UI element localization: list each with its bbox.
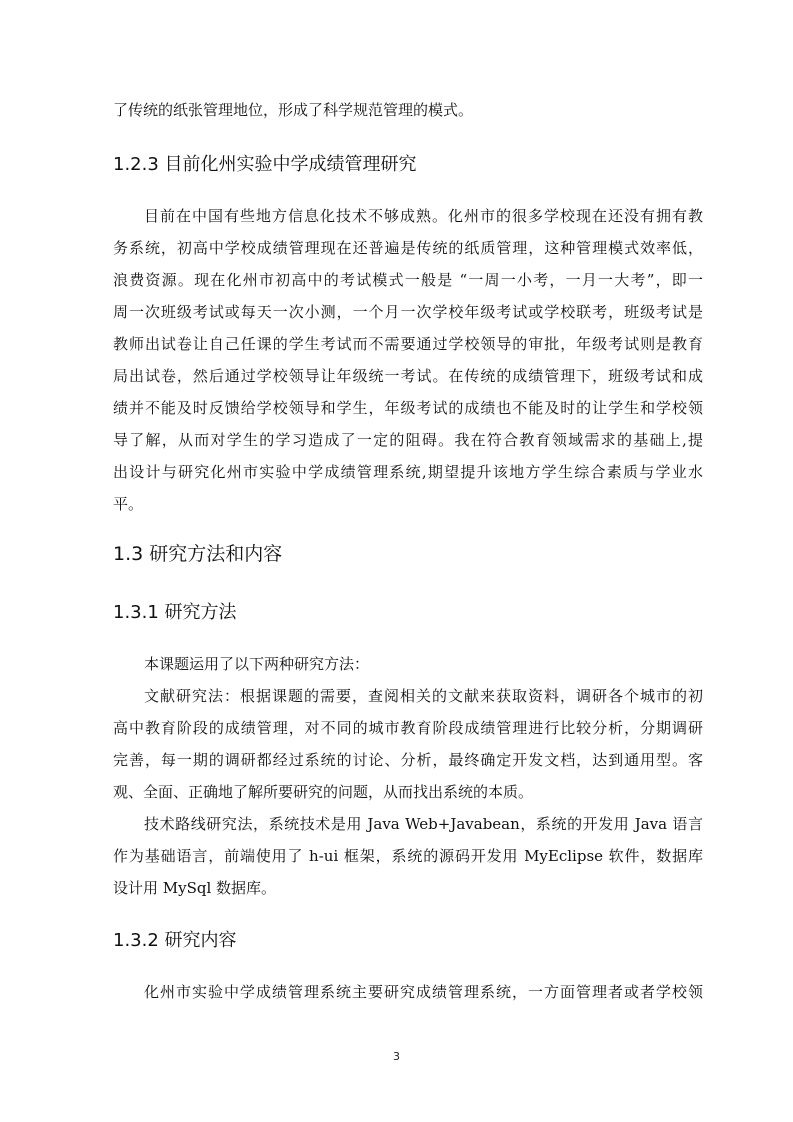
paragraph-line: 完善，每一期的调研都经过系统的讨论、分析，最终确定开发文档，达到通用型。客 [113,751,703,769]
paragraph-line: 高中教育阶段的成绩管理，对不同的城市教育阶段成绩管理进行比较分析，分期调研 [113,719,703,737]
paragraph-line: 出设计与研究化州市实验中学成绩管理系统,期望提升该地方学生综合素质与学业水 [113,463,703,481]
section-heading-1-3: 1.3 研究方法和内容 [113,543,283,565]
paragraph-line: 设计用 MySql 数据库。 [113,879,277,897]
paragraph-line: 绩并不能及时反馈给学校领导和学生，年级考试的成绩也不能及时的让学生和学校领 [113,399,703,417]
paragraph-line: 平。 [113,495,144,513]
paragraph-line: 文献研究法：根据课题的需要，查阅相关的文献来获取资料，调研各个城市的初 [144,687,703,705]
paragraph-line: 导了解，从而对学生的学习造成了一定的阻碍。我在符合教育领域需求的基础上,提 [113,431,703,449]
paragraph-line: 教师出试卷让自己任课的学生考试而不需要通过学校领导的审批，年级考试则是教育 [113,335,703,353]
paragraph-line: 技术路线研究法，系统技术是用 Java Web+Javabean，系统的开发用 Java 语言 [144,815,703,833]
paragraph-line: 作为基础语言，前端使用了 h-ui 框架，系统的源码开发用 MyEclipse 软件，数据库 [113,847,703,865]
page-number: 3 [393,1050,400,1063]
section-heading-1-2-3: 1.2.3 目前化州实验中学成绩管理研究 [113,154,417,175]
section-heading-1-3-1: 1.3.1 研究方法 [113,602,237,623]
paragraph-line: 目前在中国有些地方信息化技术不够成熟。化州市的很多学校现在还没有拥有教 [144,207,703,225]
section-heading-1-3-2: 1.3.2 研究内容 [113,930,237,951]
methods-intro-line: 本课题运用了以下两种研究方法： [144,655,370,673]
paragraph-line: 观、全面、正确地了解所要研究的问题，从而找出系统的本质。 [113,783,534,801]
continuation-paragraph-line: 了传统的纸张管理地位，形成了科学规范管理的模式。 [113,101,474,119]
paragraph-line: 周一次班级考试或每天一次小测，一个月一次学校年级考试或学校联考，班级考试是 [113,303,703,321]
paragraph-line: 浪费资源。现在化州市初高中的考试模式一般是 “一周一小考，一月一大考”，即一 [113,271,703,289]
paragraph-line: 局出试卷，然后通过学校领导让年级统一考试。在传统的成绩管理下，班级考试和成 [113,367,703,385]
paragraph-line: 务系统，初高中学校成绩管理现在还普遍是传统的纸质管理，这种管理模式效率低， [113,239,703,257]
paragraph-line: 化州市实验中学成绩管理系统主要研究成绩管理系统，一方面管理者或者学校领 [144,983,703,1001]
